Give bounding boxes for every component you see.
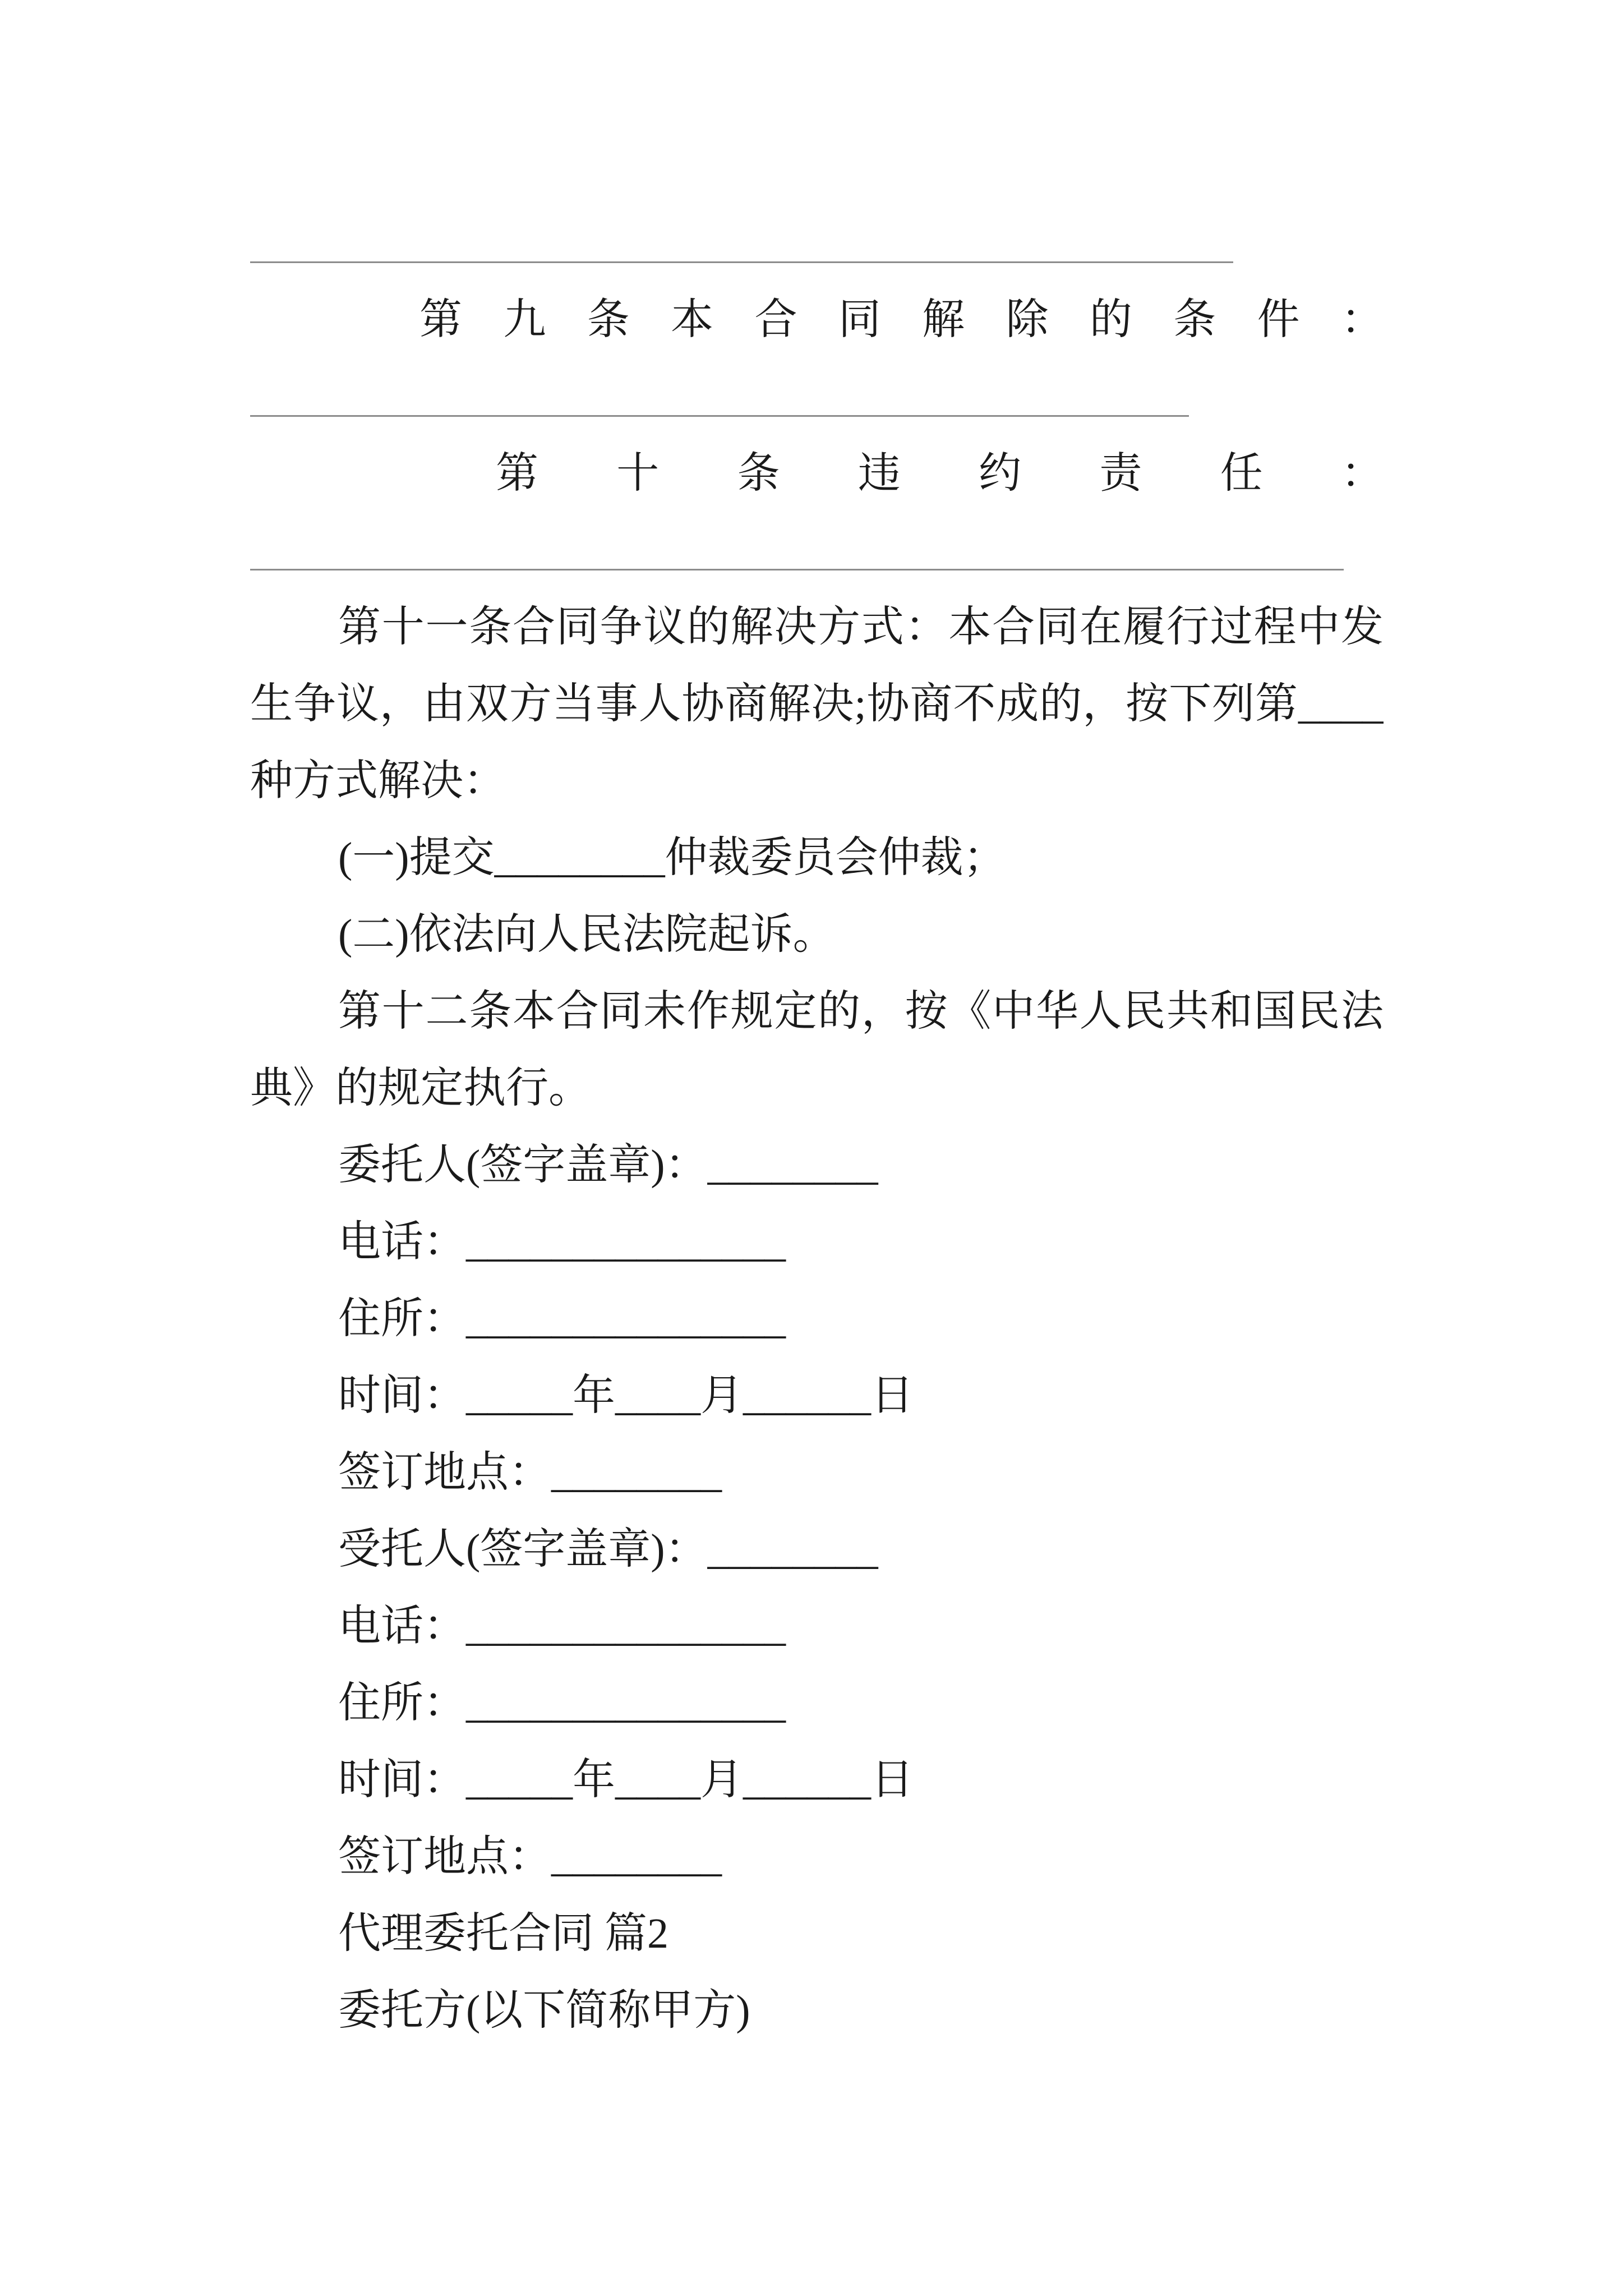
agent-signature-field: 受托人(签字盖章)：________ — [338, 1526, 878, 1573]
section-title: 代理委托合同 篇2 — [338, 1910, 668, 1957]
blank-underline — [250, 415, 1189, 417]
article-9-heading: 第九条本合同解除的条件： — [419, 296, 1384, 343]
article-11-option: (一)提交________仲裁委员会仲裁； — [338, 834, 1006, 881]
article-12-line: 第十二条本合同未作规定的，按《中华人民共和国民法 — [338, 988, 1384, 1035]
document-body — [250, 205, 1384, 2049]
article-10-heading: 第十条违约责任： — [496, 450, 1384, 497]
blank-line — [250, 512, 1384, 589]
principal-address-field: 住所：_______________ — [338, 1295, 786, 1342]
blank-underline — [250, 261, 1233, 263]
principal-signature-field: 委托人(签字盖章)：________ — [338, 1142, 878, 1189]
agent-phone-field: 电话：_______________ — [338, 1603, 786, 1650]
party-a-label: 委托方(以下简称甲方) — [338, 1987, 750, 2034]
blank-underline — [250, 569, 1344, 570]
agent-date-field: 时间：_____年____月______日 — [338, 1756, 914, 1803]
blank-line — [250, 205, 1384, 282]
principal-phone-field: 电话：_______________ — [338, 1218, 786, 1266]
article-11-line: 生争议，由双方当事人协商解决;协商不成的，按下列第____ — [250, 680, 1384, 728]
article-11-option: (二)依法向人民法院起诉。 — [338, 911, 836, 958]
blank-line — [250, 358, 1384, 435]
agent-address-field: 住所：_______________ — [338, 1680, 786, 1727]
article-11-line: 第十一条合同争议的解决方式：本合同在履行过程中发 — [338, 604, 1384, 651]
article-11-line: 种方式解决： — [250, 757, 506, 804]
principal-place-field: 签订地点：________ — [338, 1449, 722, 1496]
article-12-line: 典》的规定执行。 — [250, 1065, 591, 1112]
agent-place-field: 签订地点：________ — [338, 1833, 722, 1880]
principal-date-field: 时间：_____年____月______日 — [338, 1372, 914, 1419]
